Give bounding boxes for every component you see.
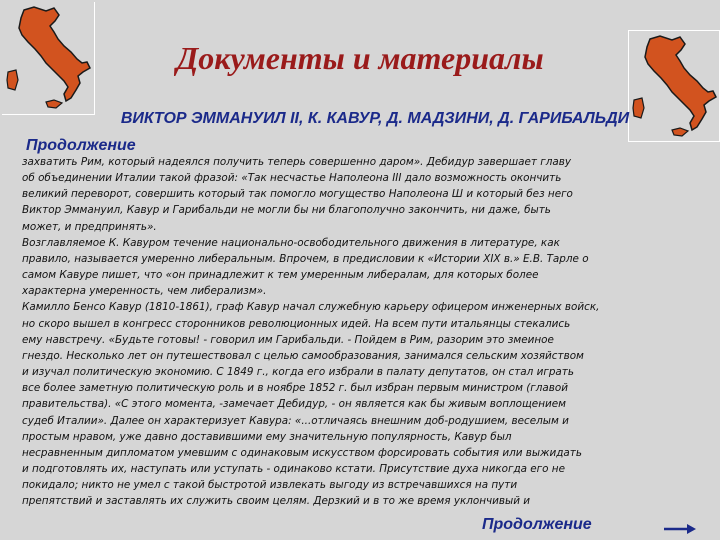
text-line: простым нравом, уже давно доставившими ему значительную популярность, Кавур был bbox=[22, 430, 512, 443]
text-line: характерна умеренность, чем либерализм». bbox=[22, 285, 267, 298]
text-line: все более заметную политическую роль и в ноябре 1852 г. был избран первым министром (главой bbox=[22, 382, 568, 395]
text-line: Камилло Бенсо Кавур (1810-1861), граф Кавур начал служебную карьеру офицером инженерных войск, bbox=[22, 301, 600, 314]
text-line: Виктор Эммануил, Кавур и Гарибальди не могли бы ни благополучно закончить, ни даже, быть bbox=[22, 204, 551, 217]
text-line: и изучал политическую экономию. С 1849 г., когда его избрали в палату депутатов, он стал играть bbox=[22, 366, 574, 379]
text-line: несравненным дипломатом умевшим с одинаковым искусством форсировать события или выжидать bbox=[22, 446, 582, 459]
text-line: самом Кавуре пишет, что «он принадлежит к тем умеренным либералам, для которых более bbox=[22, 269, 539, 282]
text-line: препятствий и заставлять их служить своим целям. Дерзкий и в то же время уклончивый и bbox=[22, 495, 531, 508]
text-line: Возглавляемое К. Кавуром течение национально-освободительного движения в литературе, как bbox=[22, 236, 560, 249]
text-line: и подготовлять их, наступать или уступать - одинаково кстати. Присутствие духа никогда его не bbox=[22, 462, 565, 475]
text-line: но скоро вышел в конгресс сторонников революционных идей. На всем пути итальянцы стекались bbox=[22, 317, 571, 330]
text-line: может, и предпринять». bbox=[22, 220, 157, 233]
italy-map-icon bbox=[2, 2, 95, 115]
text-line: ему навстречу. «Будьте готовы! - говорил им Гарибальди. - Пойдем в Рим, разорим это змеиное bbox=[22, 333, 554, 346]
continue-link[interactable]: Продолжение bbox=[482, 516, 592, 533]
text-line: гнездо. Несколько лет он путешествовал с целью самообразования, занимался сельским хозяйством bbox=[22, 349, 584, 362]
text-line: судеб Италии». Далее он характеризует Кавура: «...отличаясь внешним доб-родушием, веселым и bbox=[22, 414, 569, 427]
text-line: правительства). «С этого момента, -замечает Дебидур, - он является как бы живым воплощением bbox=[22, 398, 566, 411]
document-body bbox=[22, 154, 712, 509]
text-line: покидало; никто не умел с такой быстротой извлекать выгоду из встречавшихся на пути bbox=[22, 479, 518, 492]
text-line: великий переворот, совершить который так помогло могущество Наполеона Ш и который без него bbox=[22, 188, 573, 201]
page-subtitle: ВИКТОР ЭММАНУИЛ II, К. КАВУР, Д. МАДЗИНИ, Д. ГАРИБАЛЬДИ bbox=[120, 110, 630, 127]
text-line: об объединении Италии такой фразой: «Так несчастье Наполеона III дало возможность окончить bbox=[22, 172, 562, 185]
text-line: захватить Рим, который надеялся получить теперь совершенно даром». Дебидур завершает главу bbox=[22, 156, 572, 168]
arrow-right-icon[interactable] bbox=[663, 523, 697, 535]
continue-label-top: Продолжение bbox=[26, 137, 136, 154]
text-line: правило, называется умеренно либеральным. Впрочем, в предисловии к «Истории XIX в.» Е.В. Тарле о bbox=[22, 252, 589, 265]
page-title: Документы и материалы bbox=[176, 40, 544, 76]
